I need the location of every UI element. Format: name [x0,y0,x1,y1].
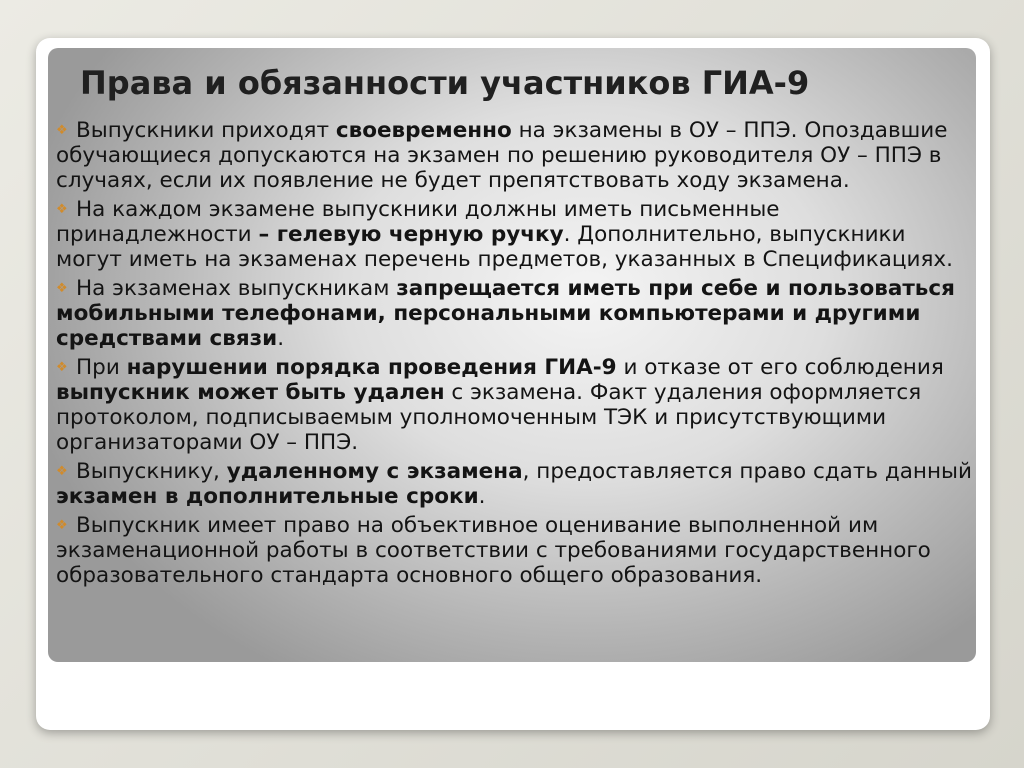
bold-text: удаленному с экзамена [226,459,523,484]
bullet-item [56,118,976,193]
diamond-bullet-icon: ❖ [56,281,68,296]
bullet-item [56,355,976,455]
body-text: и отказе от его соблюдения [616,355,944,380]
body-text: На экзаменах выпускникам [76,276,397,301]
bold-text: своевременно [335,118,512,143]
body-text: Выпускнику, [76,459,227,484]
bullet-item [56,197,976,272]
diamond-bullet-icon: ❖ [56,518,68,533]
body-text: . [277,326,285,351]
bold-text: выпускник может быть удален [56,380,445,405]
diamond-bullet-icon: ❖ [56,464,68,479]
bullet-item [56,459,976,509]
diamond-bullet-icon: ❖ [56,123,68,138]
body-text: , предоставляется право сдать данный [522,459,972,484]
bullet-item [56,276,976,351]
slide-title: Права и обязанности участников ГИА-9 [80,64,810,102]
bold-text: – гелевую черную ручку [258,222,564,247]
bullet-list [56,118,976,592]
bold-text: нарушении порядка проведения ГИА-9 [126,355,617,380]
bold-text: экзамен в дополнительные сроки [56,484,479,509]
body-text: На каждом экзамене выпускники должны иметь письменные принадлежности [56,197,780,247]
body-text: . [478,484,486,509]
body-text: Выпускники приходят [76,118,336,143]
body-text: При [76,355,127,380]
body-text: на экзамены в ОУ – ППЭ. Опоздавшие обучающиеся допускаются на экзамен по решению руководителя ОУ – ППЭ в случаях, если их появление не будет препятствовать ходу экзамена. [56,118,948,193]
bold-text: запрещается иметь при себе и пользоваться мобильными телефонами, персональными компьютерами и другими средствами связи [56,276,955,351]
body-text: с экзамена. Факт удаления оформляется протоколом, подписываемым уполномоченным ТЭК и присутствующими организаторами ОУ – ППЭ. [56,380,922,455]
diamond-bullet-icon: ❖ [56,202,68,217]
diamond-bullet-icon: ❖ [56,360,68,375]
bullet-item [56,513,976,588]
body-text: . Дополнительно, выпускники могут иметь на экзаменах перечень предметов, указанных в Спецификациях. [56,222,953,272]
body-text: Выпускник имеет право на объективное оценивание выполненной им экзаменационной работы в соответствии с требованиями государственного образовательного стандарта основного общего образования. [56,513,931,588]
